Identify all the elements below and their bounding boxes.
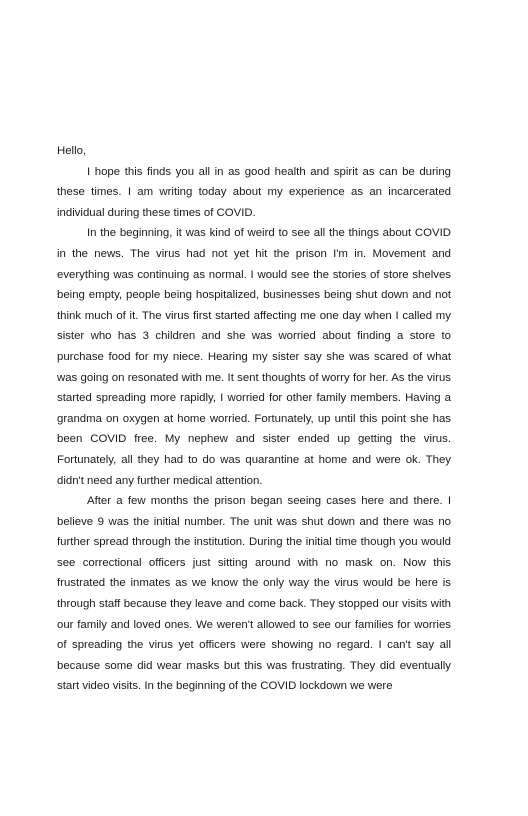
letter-body [57, 141, 451, 697]
paragraph-intro: I hope this finds you all in as good health and spirit as can be during these times. I am writing today about my experience as an incarcerated individual during these times of COVID. [57, 165, 451, 219]
paragraph-beginning: In the beginning, it was kind of weird to see all the things about COVID in the news. The virus had not yet hit the prison I'm in. Movement and everything was continuing as normal. I would see the stories of store shelves being empty, people being hospitalized, businesses being shut down and not think much of it. The virus first started affecting me one day when I called my sister who has 3 children and she was worried about finding a store to purchase food for my niece. Hearing my sister say she was scared of what was going on resonated with me. It sent thoughts of worry for her. As the virus started spreading more rapidly, I worried for other family members. Having a grandma on oxygen at home worried. Fortunately, up until this point she has been COVID free. My nephew and sister ended up getting the virus. Fortunately, all they had to do was quarantine at home and were ok. They didn't need any further medical attention. [57, 227, 451, 487]
paragraph-prison-cases: After a few months the prison began seeing cases here and there. I believe 9 was the initial number. The unit was shut down and there was no further spread through the institution. During the initial time though you would see correctional officers just sitting around with no mask on. Now this frustrated the inmates as we know the only way the virus would be here is through staff because they leave and come back. They stopped our visits with our family and loved ones. We weren't allowed to see our families for worries of spreading the virus yet officers were showing no regard. I can't say all because some did wear masks but this was frustrating. They did eventually start video visits. In the beginning of the COVID lockdown we were [57, 495, 451, 693]
greeting: Hello, [57, 145, 87, 157]
